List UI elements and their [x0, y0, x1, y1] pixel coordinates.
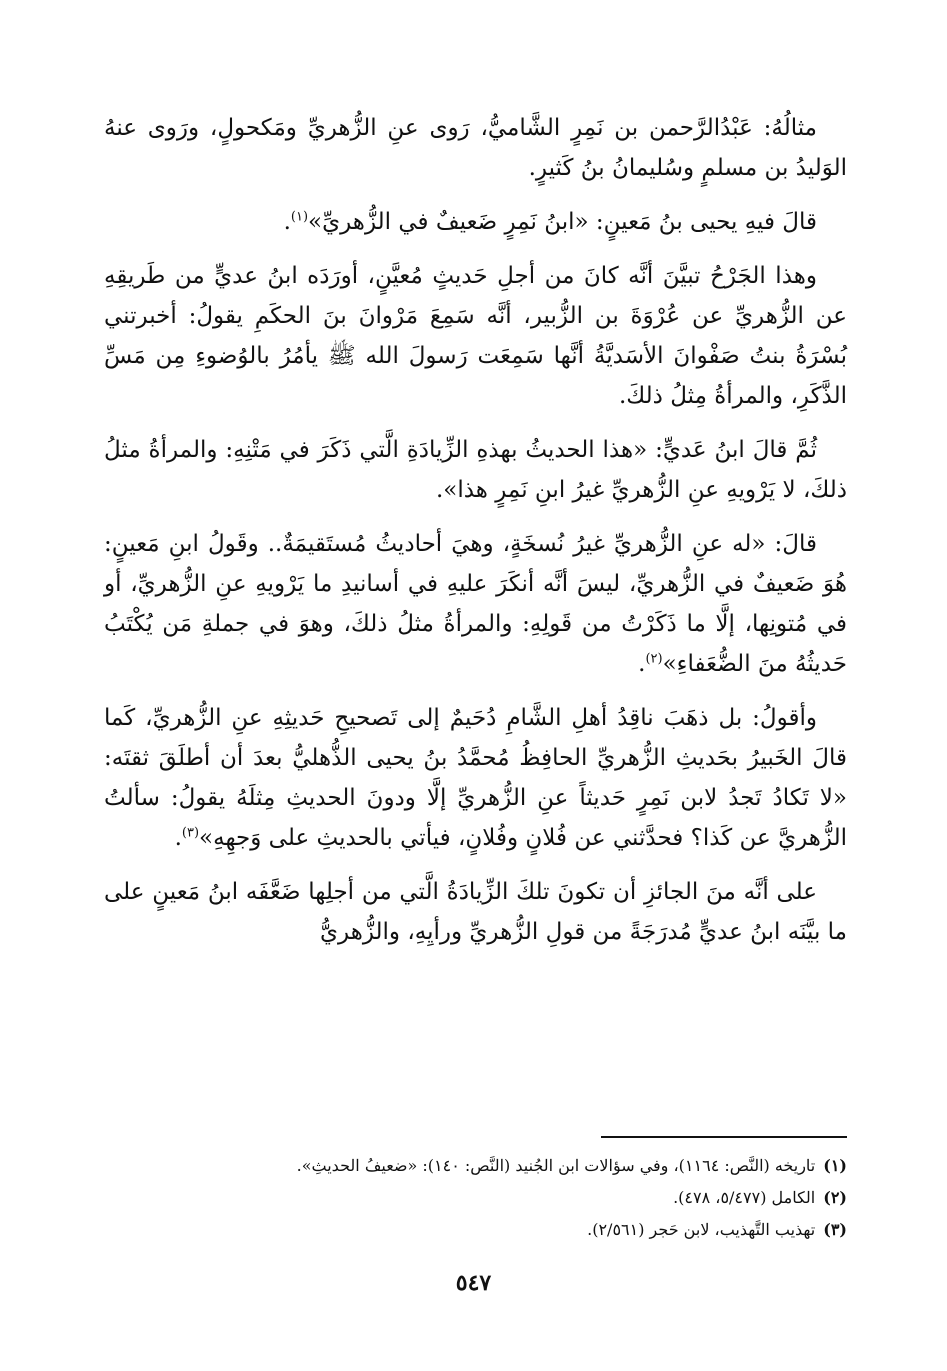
paragraph-hadith-narration: وهذا الجَرْحُ تبيَّنَ أنَّه كانَ من أجلِ حَديثٍ مُعيَّنٍ، أورَدَه ابنُ عديٍّ من طَريقِهِ عن الزُّهريِّ عن عُرْوَةَ بن الزُّبير، أنَّه سَمِعَ مَرْوانَ بنَ الحكَمِ يقولُ: أخبرتني بُسْرَةُ بنتُ صَفْوانَ الأسَديَّةُ أنَّها سَمِعَت رَسولَ الله ﷺ يأمُرُ بالوُضوءِ مِن مَسِّ الذَّكَرِ، والمرأةُ مِثلُ ذلكَ.: [104, 263, 847, 409]
paragraph-ibn-maeen-quote: قالَ فيهِ يحيى بنُ مَعينٍ: «ابنُ نَمِرٍ ضَعيفٌ في الزُّهريِّ»$^{(١)}$.: [283, 209, 817, 235]
footnote-text: تهذيب التَّهذيب، لابن حَجر (٢/٥٦١).: [587, 1220, 816, 1239]
footnote-ref-3: (٣): [181, 825, 200, 841]
paragraph-conclusion: على أنَّه منَ الجائزِ أن تكونَ تلكَ الزِّيادَةُ الَّتي من أجلِها ضَعَّفَه ابنُ مَعينٍ على ما بيَّنَه ابنُ عديٍّ مُدرَجَةً من قولِ الزُّهريِّ ورأيِهِ، والزُّهريُّ: [104, 879, 847, 945]
footnote-2: [104, 1182, 847, 1214]
paragraph-ibn-adi-statement: ثُمَّ قالَ ابنُ عَديٍّ: «هذا الحديثُ بهذهِ الزِّيادَةِ الَّتي ذَكَرَ في مَتْنِهِ: والمرأةُ مثلُ ذلكَ، لا يَرْويهِ عنِ الزُّهريِّ غيرُ ابنِ نَمِرٍ هذا».: [104, 437, 847, 503]
footnote-number: (٣): [823, 1220, 847, 1239]
paragraph-example: مثالُهُ: عَبْدُالرَّحمن بن نَمِرٍ الشَّاميُّ، رَوى عنِ الزُّهريِّ ومَكحولٍ، ورَوى عنهُ الوَليدُ بن مسلمٍ وسُليمانُ بنُ كَثيرٍ.: [104, 115, 847, 181]
footnote-1: [104, 1150, 847, 1182]
footnote-3: [104, 1214, 847, 1246]
footnote-number: (١): [823, 1156, 847, 1175]
footnote-number: (٢): [823, 1188, 847, 1207]
footnote-divider: [601, 1136, 847, 1138]
footnote-text: تاريخه (النَّص: ١١٦٤)، وفي سؤالات ابن الجُنيد (النَّص: ١٤٠): «ضعيفُ الحديثِ».: [296, 1156, 816, 1175]
footnote-ref-2: (٢): [645, 651, 663, 667]
main-text: [104, 108, 847, 966]
page-number: ٥٤٧: [455, 1270, 492, 1296]
footnote-text: الكامل (٥/٤٧٧، ٤٧٨).: [673, 1188, 816, 1207]
footnotes: [104, 1150, 847, 1246]
paragraph-ibn-adi-assessment: قالَ: «له عنِ الزُّهريِّ غيرُ نُسخَةٍ، وهيَ أحاديثُ مُستَقيمَةٌ.. وقَولُ ابنِ مَعينٍ: هُوَ ضَعيفٌ في الزُّهريِّ، ليسَ أنَّه أنكَرَ عليهِ في أسانيدِ ما يَرْويهِ عنِ الزُّهريِّ، أو في مُتونِها، إلَّا ما ذَكَرْتُ من قَولِهِ: والمرأةُ مثلُ ذلكَ، وهوَ في جملةِ مَن يُكْتَبُ حَديثُهُ منَ الضُّعَفاءِ»$^{(٢)}$.: [104, 531, 847, 677]
paragraph-author-opinion: وأقولُ: بل ذهَبَ ناقِدُ أهلِ الشَّامِ دُحَيمٌ إلى تَصحيحِ حَديثِهِ عنِ الزُّهريِّ، كَما قالَ الخَبيرُ بحَديثِ الزُّهريِّ الحافِظُ مُحمَّدُ بنُ يحيى الذُّهليُّ بعدَ أن أطلَقَ ثقتَه: «لا تَكادُ تَجدُ لابن نَمِرٍ حَديثاً عنِ الزُّهريِّ إلَّا ودونَ الحديثِ مِثلَهُ يقولُ: سألتُ الزُّهريَّ عن كَذا؟ فحدَّثني عن فُلانٍ وفُلانٍ، فيأتي بالحديثِ على وَجهِهِ»$^{(٣)}$.: [104, 705, 847, 851]
footnote-ref-1: (١): [290, 209, 309, 225]
